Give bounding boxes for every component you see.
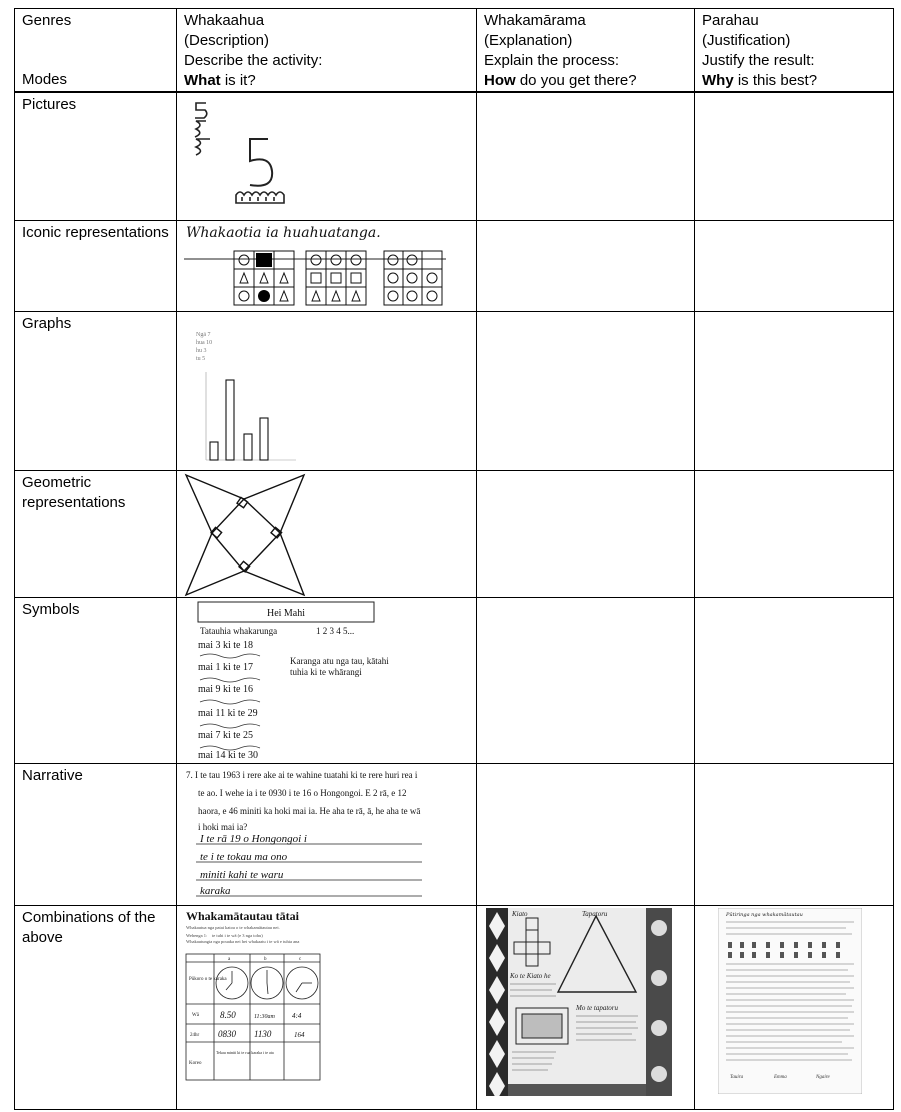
svg-text:mai 3 ki te 18: mai 3 ki te 18 (198, 639, 253, 651)
column-subtitle: (Explanation) (484, 32, 573, 49)
svg-text:hua 10: hua 10 (196, 339, 213, 346)
svg-text:te i te tokau ma ono: te i te tokau ma ono (200, 850, 288, 863)
column-prompt: Justify the result: (702, 52, 815, 69)
svg-text:164: 164 (294, 1030, 305, 1039)
svg-text:1130: 1130 (254, 1028, 272, 1039)
svg-text:mai 11 ki te 29: mai 11 ki te 29 (198, 707, 258, 719)
row-pictures (15, 92, 894, 220)
column-prompt: Describe the activity: (184, 52, 323, 69)
iconic-sample-cell (177, 220, 477, 311)
svg-text:haora, e 46 miniti ka hoki mai: haora, e 46 miniti ka hoki mai ia. He aha te rā, ā, he aha te wā (198, 805, 421, 816)
row-combinations (15, 905, 894, 1109)
mode-label: Narrative (22, 766, 83, 784)
svg-text:Whakautua nga patai katoa o te: Whakautua nga patai katoa o te whakamātautau nei. (186, 924, 280, 930)
column-question (484, 71, 688, 91)
column-title: Whakamārama (484, 12, 586, 29)
svg-text:Wehenga 1:: Wehenga 1: (186, 932, 208, 938)
mode-label: Pictures (22, 96, 77, 113)
svg-text:mai 1 ki te 17: mai 1 ki te 17 (198, 661, 253, 673)
mode-cell (15, 763, 177, 905)
svg-text:Ngaire: Ngaire (816, 1074, 830, 1080)
mode-label: Graphs (22, 314, 72, 332)
geometric-justification-cell (695, 470, 894, 597)
svg-text:te ao. I wehe ia i te 0930 i t: te ao. I wehe ia i te 0930 i te 16 o Hongongoi. E 2 rā, e 12 (198, 787, 407, 798)
svg-text:Whakautungia nga pouaka nei he: Whakautungia nga pouaka nei hei whakaatu i te wā e tuhia ana (186, 938, 300, 944)
modes-label: Modes (22, 71, 68, 88)
combinations-explanation-image (486, 908, 672, 1096)
svg-text:mai 9 ki te 16: mai 9 ki te 16 (198, 683, 253, 695)
column-question (702, 71, 887, 91)
question-rest: is this best? (733, 72, 818, 89)
svg-text:mai 14 ki te 30: mai 14 ki te 30 (198, 749, 258, 761)
mode-cell (15, 220, 177, 311)
column-subtitle: (Description) (184, 32, 270, 49)
svg-text:Emma: Emma (774, 1074, 787, 1080)
svg-text:mai 7 ki te 25: mai 7 ki te 25 (198, 729, 253, 741)
graphs-explanation-cell (477, 311, 695, 470)
svg-text:4:4: 4:4 (292, 1011, 302, 1020)
column-prompt: Explain the process: (484, 52, 620, 69)
mode-label: Combinations of the above (22, 908, 156, 946)
column-question (184, 71, 470, 91)
pictures-justification-cell (695, 92, 894, 220)
mode-cell (15, 470, 177, 597)
graphs-sample-image (184, 314, 314, 466)
svg-text:I te rā 19 o Hongongoi i: I te rā 19 o Hongongoi i (200, 832, 307, 845)
svg-text:Tekau miniti ki te rua karaka: Tekau miniti ki te rua karaka i te ata (216, 1049, 274, 1055)
svg-text:Kiato: Kiato (512, 909, 528, 918)
header-whakamarama (477, 9, 695, 93)
svg-text:Karanga atu nga tau, kātahi: Karanga atu nga tau, kātahi (290, 655, 389, 666)
svg-text:Wā: Wā (192, 1012, 199, 1018)
pictures-explanation-cell (477, 92, 695, 220)
row-geometric (15, 470, 894, 597)
symbols-sample-image (184, 600, 424, 762)
row-narrative (15, 763, 894, 905)
svg-text:Pūtiringa nga whakamātautau: Pūtiringa nga whakamātautau (726, 911, 803, 918)
question-keyword: Why (702, 72, 734, 89)
header-row (15, 9, 894, 93)
symbols-explanation-cell (477, 597, 695, 763)
svg-text:i hoki mai ia?: i hoki mai ia? (198, 821, 248, 832)
row-graphs (15, 311, 894, 470)
header-parahau (695, 9, 894, 93)
svg-text:hu 3: hu 3 (196, 347, 207, 354)
column-subtitle: (Justification) (702, 32, 791, 49)
mode-label: Iconic representations (22, 223, 169, 241)
narrative-explanation-cell (477, 763, 695, 905)
genres-label: Genres (22, 12, 72, 29)
question-rest: is it? (220, 72, 256, 89)
svg-text:karaka: karaka (200, 884, 231, 897)
svg-text:b: b (264, 956, 267, 962)
svg-text:tuhia ki te whārangi: tuhia ki te whārangi (290, 666, 362, 677)
mode-cell (15, 597, 177, 763)
narrative-sample-image (184, 766, 434, 902)
svg-text:Hei Mahi: Hei Mahi (266, 607, 306, 619)
combinations-explanation-cell (477, 905, 695, 1109)
svg-text:0830: 0830 (218, 1028, 236, 1039)
iconic-explanation-cell (477, 220, 695, 311)
narrative-sample-cell (177, 763, 477, 905)
svg-text:Pūkoro o te karaka: Pūkoro o te karaka (189, 976, 227, 982)
combinations-description-image (184, 908, 324, 1084)
symbols-justification-cell (695, 597, 894, 763)
question-keyword: What (184, 72, 221, 89)
iconic-sample-image (184, 223, 454, 309)
genres-modes-table (14, 8, 894, 1110)
row-symbols (15, 597, 894, 763)
question-rest: do you get there? (515, 72, 637, 89)
geometric-explanation-cell (477, 470, 695, 597)
svg-text:Koreo: Koreo (189, 1060, 202, 1066)
svg-text:11:30am: 11:30am (254, 1013, 275, 1020)
pictures-sample-cell (177, 92, 477, 220)
svg-text:Ko te Kiato he: Ko te Kiato he (510, 971, 551, 980)
svg-text:Ngā 7: Ngā 7 (196, 331, 211, 338)
mode-cell (15, 311, 177, 470)
svg-text:Tauira: Tauira (730, 1074, 744, 1080)
column-title: Parahau (702, 12, 759, 29)
svg-text:a: a (228, 956, 231, 962)
svg-text:tu 5: tu 5 (196, 355, 206, 362)
svg-text:24hr: 24hr (190, 1032, 200, 1038)
svg-text:te tuhi i te wā (e 3 nga tohu): te tuhi i te wā (e 3 nga tohu) (212, 932, 263, 938)
narrative-justification-cell (695, 763, 894, 905)
svg-text:Tatauhia whakarunga: Tatauhia whakarunga (200, 625, 278, 636)
svg-text:8.50: 8.50 (220, 1009, 236, 1020)
header-corner-cell (15, 9, 177, 93)
graphs-justification-cell (695, 311, 894, 470)
geometric-sample-cell (177, 470, 477, 597)
header-whakaahua (177, 9, 477, 93)
mode-cell (15, 905, 177, 1109)
geometric-sample-image (184, 473, 310, 597)
symbols-sample-cell (177, 597, 477, 763)
iconic-justification-cell (695, 220, 894, 311)
combinations-justification-image (718, 908, 862, 1094)
svg-text:1 2 3 4 5...: 1 2 3 4 5... (316, 625, 355, 636)
question-keyword: How (484, 72, 516, 89)
mode-label: Symbols (22, 600, 80, 618)
svg-text:7. I te tau 1963 i rere ake ai: 7. I te tau 1963 i rere ake ai te wahine tuatahi ki te rere huri rea i (186, 769, 418, 780)
svg-text:Mo te tapatoru: Mo te tapatoru (576, 1003, 618, 1012)
column-title: Whakaahua (184, 12, 265, 29)
mode-cell (15, 92, 177, 220)
mode-label: Geometric representations (22, 473, 126, 511)
svg-text:Tapatoru: Tapatoru (582, 909, 608, 918)
svg-text:miniti kahi te waru: miniti kahi te waru (200, 868, 284, 881)
pictures-sample-image (184, 95, 304, 213)
row-iconic (15, 220, 894, 311)
svg-text:Whakamātautau tātai: Whakamātautau tātai (186, 908, 300, 923)
combinations-justification-cell (695, 905, 894, 1109)
iconic-caption: Whakaotia ia huahuatanga. (186, 224, 381, 241)
svg-text:c: c (299, 956, 302, 962)
graphs-sample-cell (177, 311, 477, 470)
combinations-sample-cell (177, 905, 477, 1109)
